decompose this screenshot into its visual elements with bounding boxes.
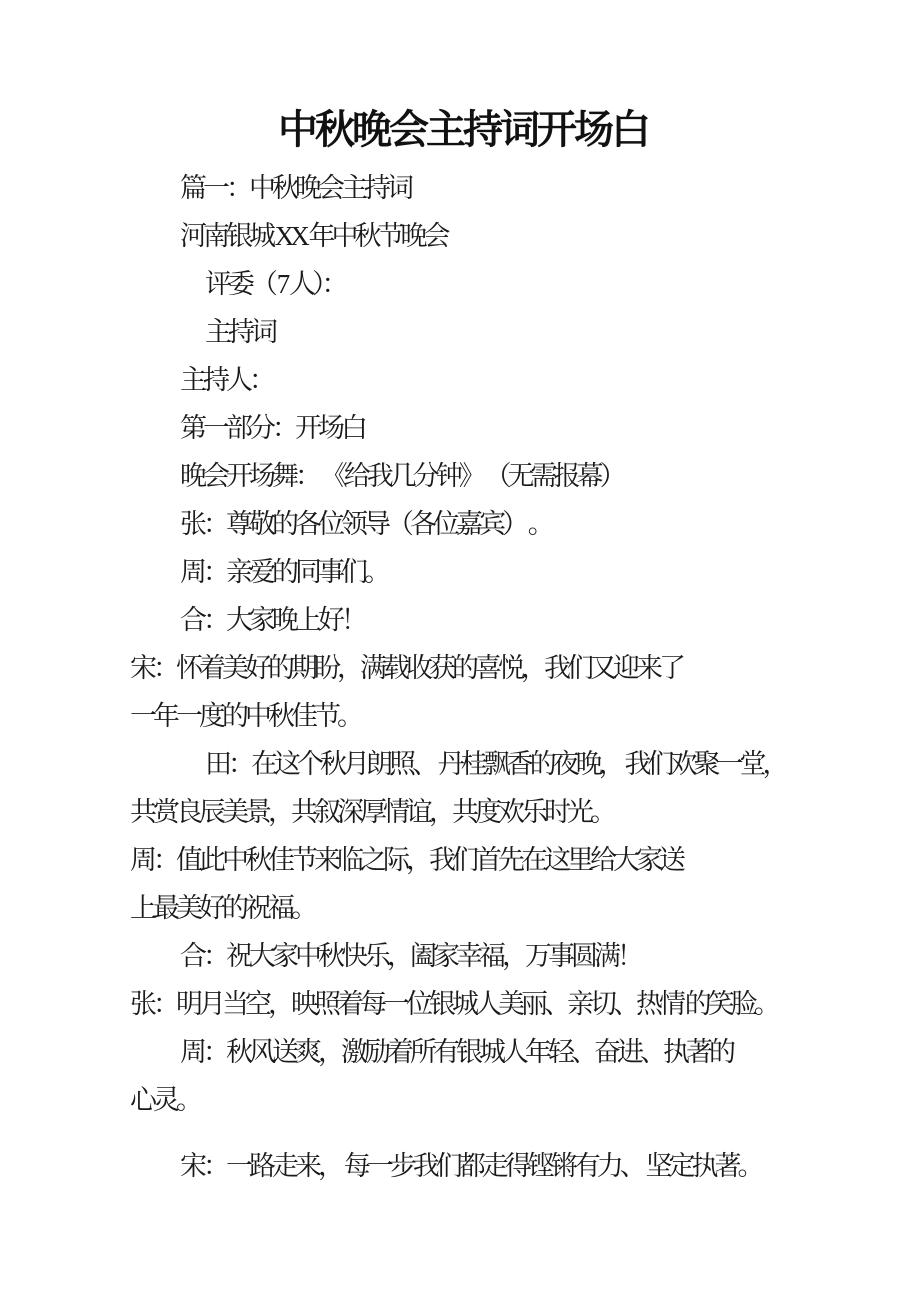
paragraph: 上最美好的祝福。: [130, 893, 314, 923]
paragraph: 合：大家晚上好！: [180, 605, 364, 635]
paragraph: 河南银城 XX 年中秋节晚会: [180, 221, 447, 251]
paragraph: 主持人：: [180, 365, 272, 395]
paragraph-list: [130, 164, 796, 1190]
paragraph: 评委（ 7 人）：: [205, 269, 345, 299]
paragraph: 周：值此中秋佳节来临之际，我们首先在这里给大家送: [130, 845, 682, 875]
paragraph: 主持词: [205, 317, 274, 347]
paragraph: 宋：怀着美好的期盼，满载收获的喜悦，我们又迎来了: [130, 653, 682, 683]
paragraph: 合：祝大家中秋快乐，阖家幸福，万事圆满！: [180, 941, 640, 971]
paragraph: 篇一：中秋晚会主持词: [180, 173, 410, 203]
paragraph: 田：在这个秋月朗照、 丹桂飘香的夜晚， 我们欢聚一堂，: [205, 749, 786, 779]
paragraph: 第一部分：开场白: [180, 413, 364, 443]
paragraph: 宋：一路走来， 每一步我们都走得铿锵有力、 坚定执著。: [180, 1151, 761, 1181]
paragraph: 晚会开场舞： 《给我几分钟》 （无需报幕）: [180, 461, 623, 491]
paragraph: 共赏良辰美景，共叙深厚情谊，共度欢乐时光。: [130, 797, 613, 827]
paragraph: 心灵。: [130, 1085, 199, 1115]
page-title: 中秋晚会主持词开场白: [278, 107, 648, 152]
paragraph: 一年一度的中秋佳节。: [130, 701, 360, 731]
paragraph: 周：秋风送爽，激励着所有银城人年轻、奋进、执著的: [180, 1037, 732, 1067]
paragraph: 张：明月当空，映照着每一位银城人美丽、亲切、热情 的笑脸。: [130, 989, 777, 1019]
paragraph: 周：亲爱的同事们。: [180, 557, 387, 587]
paragraph: 张：尊敬的各位领导（各位嘉宾） 。: [180, 509, 551, 539]
